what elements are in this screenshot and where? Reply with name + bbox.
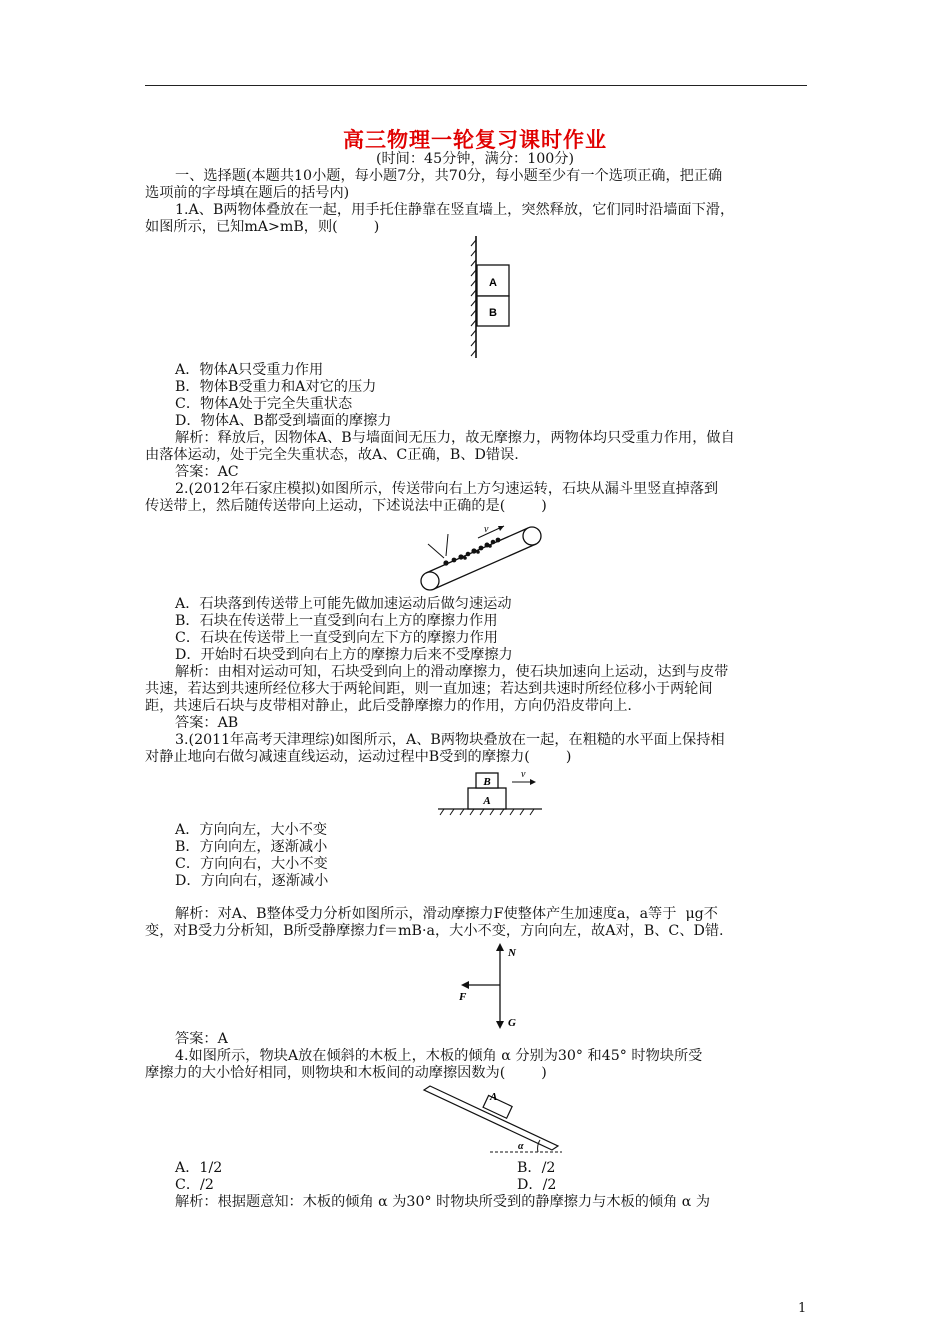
q2-analysis-line-1: 解析：由相对运动可知，石块受到向上的滑动摩擦力，使石块加速向上运动，达到与皮带	[175, 664, 729, 680]
q4-stem-line-1: 4.如图所示，物块A放在倾斜的木板上，木板的倾角 α 分别为30° 和45° 时物块所受	[175, 1048, 703, 1064]
q1-analysis-line-2: 由落体运动，处于完全失重状态，故A、C正确，B、D错误.	[145, 447, 519, 463]
section-heading-line-1: 一、选择题(本题共10小题，每小题7分，共70分，每小题至少有一个选项正确，把正确	[175, 168, 723, 184]
q1-stem-line-2: 如图所示，已知mA>mB，则( )	[145, 219, 380, 235]
q3-force-n-label: N	[508, 947, 516, 959]
q4-stem-line-2: 摩擦力的大小恰好相同，则物块和木板间的动摩擦因数为( )	[145, 1065, 547, 1081]
q4-option-d: D．/2	[517, 1177, 557, 1193]
header-rule	[145, 85, 807, 86]
q3-force-g-label: G	[508, 1017, 516, 1029]
q4-analysis-line-1: 解析：根据题意知：木板的倾角 α 为30° 时物块所受到的静摩擦力与木板的倾角 α 为	[175, 1194, 711, 1210]
q2-velocity-label: v	[484, 524, 489, 535]
q4-option-a: A．1/2	[175, 1160, 223, 1176]
q1-option-b: B．物体B受重力和A对它的压力	[175, 379, 377, 395]
q1-block-a-label: A	[489, 277, 497, 289]
q3-block-a-label: A	[483, 795, 491, 807]
q2-option-a: A．石块落到传送带上可能先做加速运动后做匀速运动	[175, 596, 512, 612]
q3-force-diagram	[452, 940, 532, 1030]
q4-angle-label: α	[518, 1141, 524, 1152]
q1-figure-wall-blocks	[462, 236, 522, 360]
section-heading-line-2: 选项前的字母填在题后的括号内)	[145, 185, 350, 201]
q1-option-c: C．物体A处于完全失重状态	[175, 396, 353, 412]
q3-stem-line-2: 对静止地向右做匀减速直线运动，运动过程中B受到的摩擦力( )	[145, 749, 572, 765]
q4-figure-incline	[420, 1084, 565, 1156]
q1-option-a: A．物体A只受重力作用	[175, 362, 324, 378]
q2-stem-line-2: 传送带上，然后随传送带向上运动，下述说法中正确的是( )	[145, 498, 547, 514]
q4-option-b: B．/2	[517, 1160, 556, 1176]
q2-analysis-line-3: 距，共速后石块与皮带相对静止，此后受静摩擦力的作用，方向仍沿皮带向上.	[145, 698, 632, 714]
q2-option-b: B．石块在传送带上一直受到向右上方的摩擦力作用	[175, 613, 498, 629]
q1-analysis-line-1: 解析：释放后，因物体A、B与墙面间无压力，故无摩擦力，两物体均只受重力作用，做自	[175, 430, 735, 446]
q2-option-d: D．开始时石块受到向右上方的摩擦力后来不受摩擦力	[175, 647, 513, 663]
q3-analysis-line-2: 变，对B受力分析知，B所受静摩擦力f＝mB·a，大小不变，方向向左，故A对，B、C、D错.	[145, 923, 724, 939]
q2-option-c: C．石块在传送带上一直受到向左下方的摩擦力作用	[175, 630, 498, 646]
q3-option-d: D．方向向右，逐渐减小	[175, 873, 329, 889]
q3-option-c: C．方向向右，大小不变	[175, 856, 328, 872]
q3-answer: 答案：A	[175, 1031, 228, 1047]
q2-answer: 答案：AB	[175, 715, 239, 731]
q3-block-b-label: B	[483, 776, 491, 788]
subtitle: (时间：45分钟，满分：100分)	[375, 151, 575, 167]
q3-figure-stacked-blocks	[436, 768, 546, 818]
q3-velocity-label: v	[521, 769, 526, 780]
page-title: 高三物理一轮复习课时作业	[343, 127, 607, 152]
q2-figure-conveyor	[420, 516, 550, 596]
q3-option-a: A．方向向左，大小不变	[175, 822, 328, 838]
q3-option-b: B．方向向左，逐渐减小	[175, 839, 328, 855]
q3-force-f-label: F	[459, 991, 467, 1003]
q2-stem-line-1: 2.(2012年石家庄模拟)如图所示，传送带向右上方匀速运转，石块从漏斗里竖直掉落到	[175, 481, 719, 497]
q4-block-a-label: A	[490, 1091, 498, 1103]
q2-analysis-line-2: 共速，若达到共速所经位移大于两轮间距，则一直加速；若达到共速时所经位移小于两轮间	[145, 681, 713, 697]
q1-option-d: D．物体A、B都受到墙面的摩擦力	[175, 413, 392, 429]
page-number: 1	[798, 1301, 807, 1316]
q4-option-c: C．/2	[175, 1177, 214, 1193]
q3-stem-line-1: 3.(2011年高考天津理综)如图所示，A、B两物块叠放在一起，在粗糙的水平面上保持相	[175, 732, 725, 748]
q1-block-b-label: B	[489, 307, 497, 319]
q3-analysis-line-1: 解析：对A、B整体受力分析如图所示，滑动摩擦力F使整体产生加速度a，a等于 μg不	[175, 906, 718, 922]
q1-stem-line-1: 1.A、B两物体叠放在一起，用手托住静靠在竖直墙上，突然释放，它们同时沿墙面下滑，	[175, 202, 735, 218]
q1-answer: 答案：AC	[175, 464, 239, 480]
